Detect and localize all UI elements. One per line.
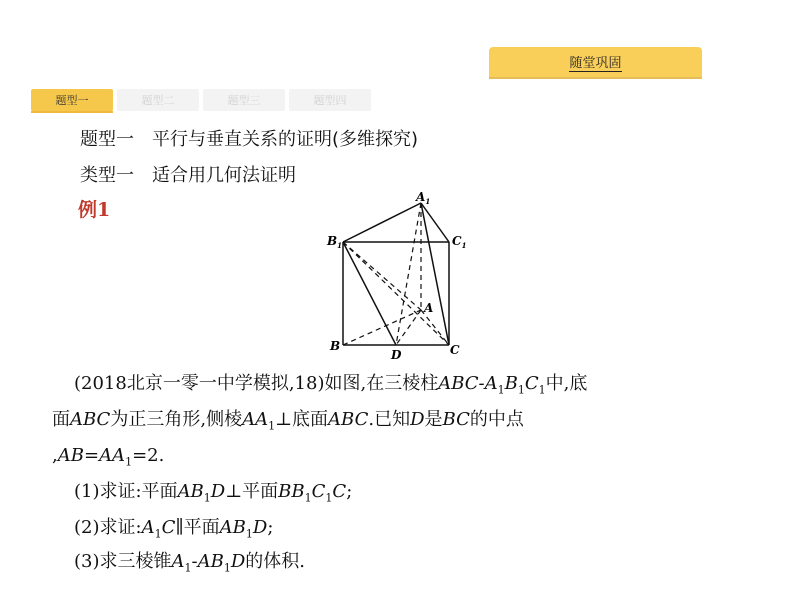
label-A1: $A_1$ [416,190,431,206]
problem-line-3: $,AB=AA_1=2$. [52,445,165,469]
section-tab-underline [489,77,702,79]
label-C1: $C_1$ [452,234,467,250]
edge-B1A1 [343,203,421,242]
question-3: (3)求三棱锥$A_1-AB_1D$的体积. [74,551,305,575]
edge-AD [396,310,421,345]
problem-line-2: 面ABC为正三角形,侧棱$AA_1\perp$底面ABC.已知D是BC的中点 [52,409,524,433]
active-tab-underline [31,111,113,113]
edge-AB [343,310,421,345]
tab-type-2[interactable]: 题型二 [117,89,199,111]
label-C: C [450,343,460,357]
label-A: A [424,301,434,315]
section-title: 题型一 平行与垂直关系的证明(多维探究) [80,129,419,150]
question-1: (1)求证:平面$AB_1D\perp$平面$BB_1C_1C$; [74,481,353,505]
label-B1: $B_1$ [327,234,343,250]
tab-type-3[interactable]: 题型三 [203,89,285,111]
edge-B1D [343,242,396,345]
problem-line-1: (2018北京一零一中学模拟,18)如图,在三棱柱ABC-$A_1B_1C_1$中,底 [74,373,588,397]
section-tab-label: 随堂巩固 [569,56,622,71]
edge-A1C [421,203,449,345]
prism-figure [320,190,480,365]
label-B: B [330,339,341,353]
section-tab[interactable] [489,47,702,77]
question-2: (2)求证$:A_1C\parallel$平面$AB_1D$; [74,517,274,541]
edge-A1D [396,203,421,345]
label-D: D [391,348,402,362]
edge-B1C [343,242,449,345]
section-subtitle: 类型一 适合用几何法证明 [80,165,296,186]
edge-AB1 [343,242,421,310]
example-label: 例1 [78,199,111,221]
tab-type-4[interactable]: 题型四 [289,89,371,111]
tab-type-1[interactable]: 题型一 [31,89,113,111]
